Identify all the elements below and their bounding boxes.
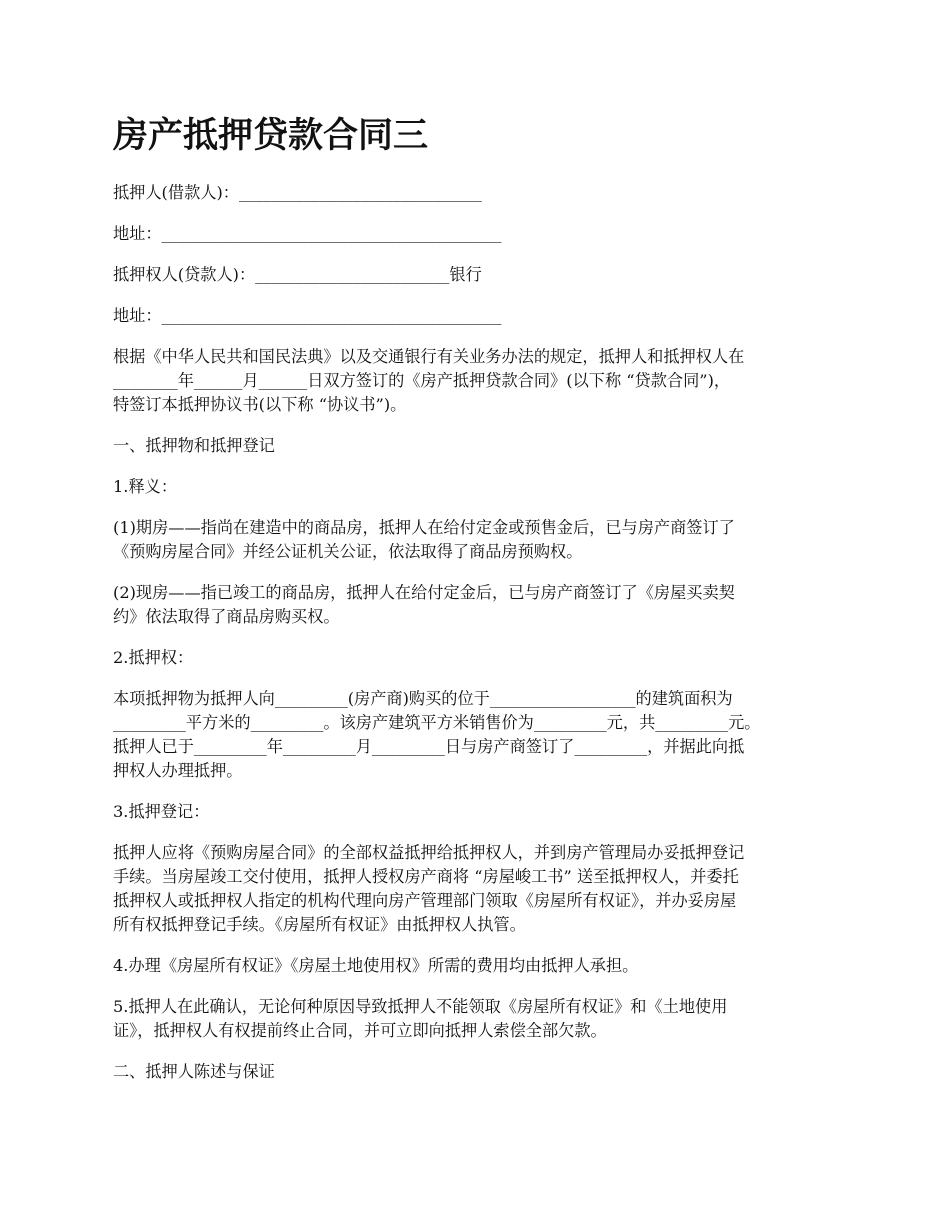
clause-2-line-1: 本项抵押物为抵押人向_________(房产商)购买的位于__________________的建筑面积为 — [113, 689, 733, 708]
clause-2-line-4: 押权人办理抵押。 — [113, 761, 243, 780]
clause-3-line-3: 抵押权人或抵押权人指定的机构代理向房产管理部门领取《房屋所有权证》，并办妥房屋 — [113, 891, 737, 910]
clause-3-line-4: 所有权抵押登记手续。《房屋所有权证》由抵押权人执管。 — [113, 915, 526, 934]
clause-1-2-line-1: (2)现房——指已竣工的商品房，抵押人在给付定金后，已与房产商签订了《房屋买卖契 — [113, 583, 735, 602]
clause-3-heading: 3.抵押登记： — [113, 802, 210, 821]
mortgagor-address-line: 地址：__________________________________________ — [113, 224, 502, 243]
preamble-line-2: ________年______月______日双方签订的《房产抵押贷款合同》(以下称 “贷款合同”)， — [113, 371, 731, 390]
clause-4: 4.办理《房屋所有权证》《房屋土地使用权》所需的费用均由抵押人承担。 — [113, 956, 639, 975]
clause-2-line-3: 抵押人已于_________年_________月_________日与房产商签订了_________，并据此向抵 — [113, 737, 745, 756]
clause-2-heading: 2.抵押权： — [113, 648, 194, 667]
clause-2-line-2: _________平方米的_________。该房产建筑平方米销售价为_________元，共_________元。 — [113, 713, 761, 732]
clause-3-line-1: 抵押人应将《预购房屋合同》的全部权益抵押给抵押权人，并到房产管理局办妥抵押登记 — [113, 843, 745, 862]
preamble-line-3: 特签订本抵押协议书(以下称 “协议书”)。 — [113, 395, 407, 414]
clause-5-line-2: 证》，抵押权人有权提前终止合同，并可立即向抵押人索偿全部欠款。 — [113, 1021, 607, 1040]
mortgagee-line: 抵押权人(贷款人)：________________________银行 — [113, 265, 482, 284]
clause-1-heading: 1.释义： — [113, 477, 178, 496]
clause-3-line-2: 手续。当房屋竣工交付使用，抵押人授权房产商将 “房屋峻工书” 送至抵押权人，并委托 — [113, 867, 739, 886]
mortgagee-address-line: 地址：__________________________________________ — [113, 306, 502, 325]
mortgagor-line: 抵押人(借款人)：______________________________ — [113, 183, 482, 202]
section-heading-2: 二、抵押人陈述与保证 — [113, 1062, 275, 1081]
section-heading-1: 一、抵押物和抵押登记 — [113, 436, 275, 455]
clause-1-2-line-2: 约》依法取得了商品房购买权。 — [113, 607, 340, 626]
clause-1-1-line-2: 《预购房屋合同》并经公证机关公证，依法取得了商品房预购权。 — [113, 542, 583, 561]
document-title: 房产抵押贷款合同三 — [113, 115, 429, 156]
clause-5-line-1: 5.抵押人在此确认，无论何种原因导致抵押人不能领取《房屋所有权证》和《土地使用 — [113, 997, 728, 1016]
clause-1-1-line-1: (1)期房——指尚在建造中的商品房，抵押人在给付定金或预售金后，已与房产商签订了 — [113, 518, 735, 537]
preamble-line-1: 根据《中华人民共和国民法典》以及交通银行有关业务办法的规定，抵押人和抵押权人在 — [113, 347, 745, 366]
